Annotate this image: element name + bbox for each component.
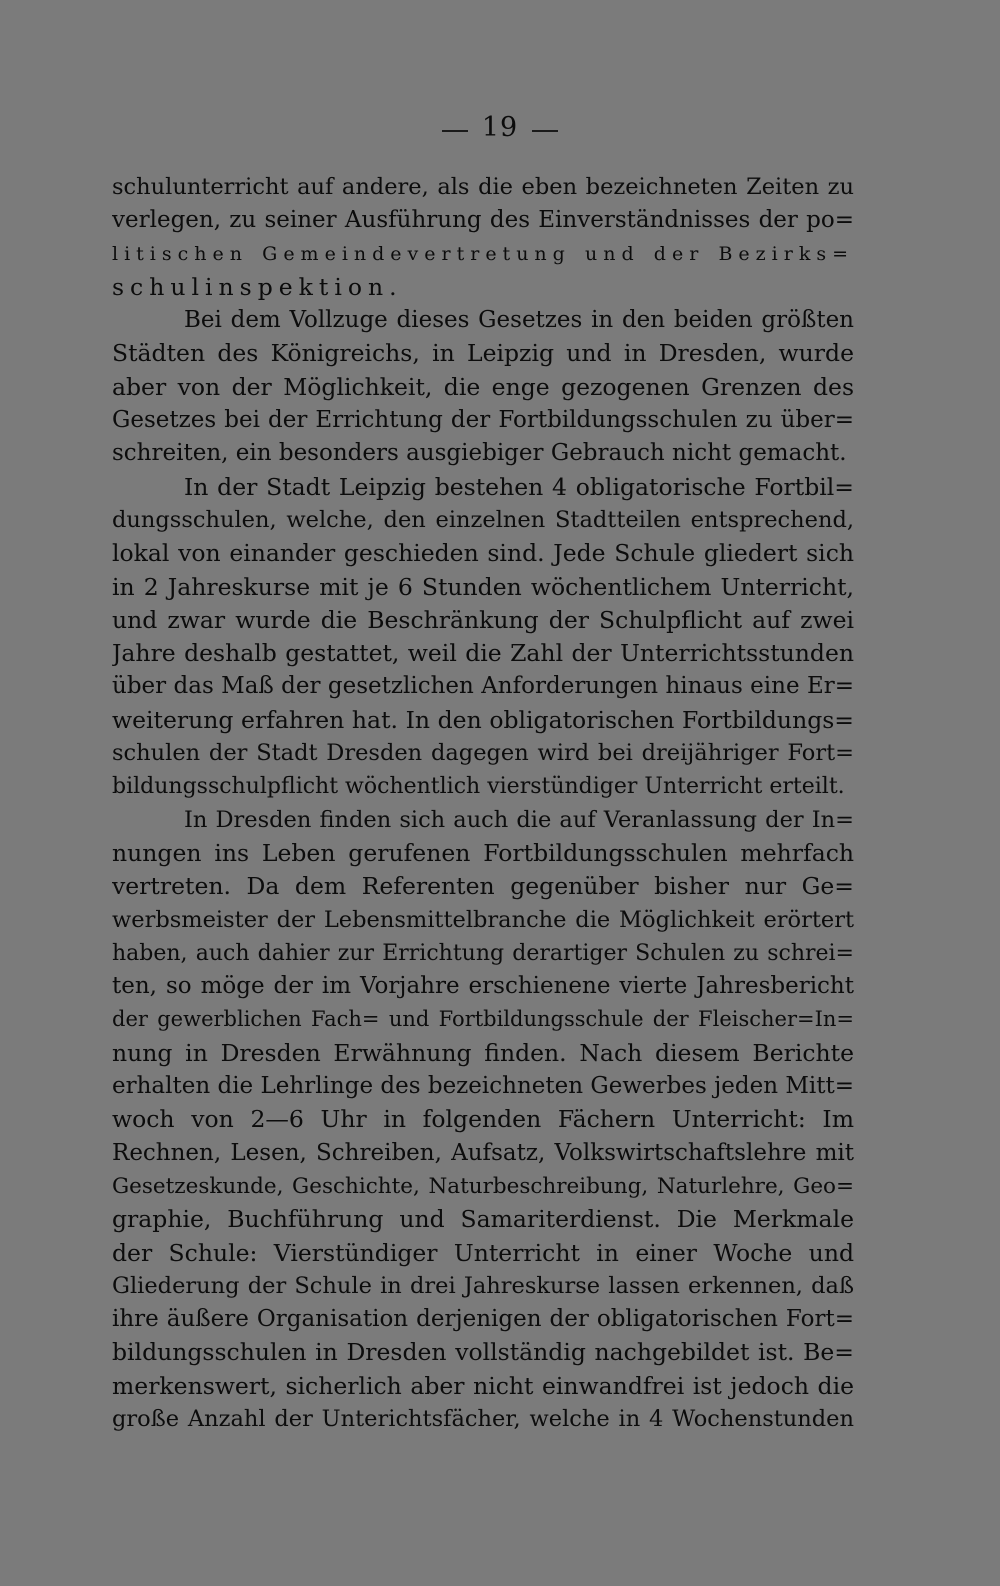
- text-line: dungsschulen, welche, den einzelnen Stadtteilen entsprechend,: [112, 506, 854, 533]
- text-line: Gliederung der Schule in drei Jahreskurse lassen erkennen, daß: [112, 1272, 854, 1299]
- text-line: in 2 Jahreskurse mit je 6 Stunden wöchentlichem Unterricht,: [112, 572, 854, 601]
- text-line: graphie, Buchführung und Samariterdienst. Die Merkmale: [112, 1205, 854, 1234]
- text-line: merkenswert, sicherlich aber nicht einwandfrei ist jedoch die: [112, 1371, 854, 1400]
- text-line: verlegen, zu seiner Ausführung des Einverständnisses der po=: [112, 207, 854, 234]
- text-line: ten, so möge der im Vorjahre erschienene vierte Jahresbericht: [112, 973, 854, 1000]
- text-line: Städten des Königreichs, in Leipzig und in Dresden, wurde: [112, 339, 854, 368]
- text-line: aber von der Möglichkeit, die enge gezogenen Grenzen des: [112, 372, 854, 401]
- text-line: haben, auch dahier zur Errichtung derartiger Schulen zu schrei=: [112, 940, 854, 966]
- text-line: nungen ins Leben gerufenen Fortbildungsschulen mehrfach: [112, 838, 854, 867]
- text-line: woch von 2—6 Uhr in folgenden Fächern Unterricht: Im: [112, 1105, 854, 1134]
- text-line: nung in Dresden Erwähnung finden. Nach diesem Berichte: [112, 1038, 854, 1067]
- text-line: litischen Gemeindevertretung und der Bezirks=: [112, 242, 854, 265]
- text-line: der Schule: Vierstündiger Unterricht in einer Woche und: [112, 1238, 854, 1267]
- page-number: 19: [481, 112, 519, 143]
- text-line: schulunterricht auf andere, als die eben bezeichneten Zeiten zu: [112, 174, 854, 200]
- text-line: Bei dem Vollzuge dieses Gesetzes in den beiden größten: [184, 307, 854, 334]
- text-line: weiterung erfahren hat. In den obligatorischen Fortbildungs=: [112, 705, 854, 734]
- text-line: lokal von einander geschieden sind. Jede Schule gliedert sich: [112, 539, 854, 568]
- text-line: ihre äußere Organisation derjenigen der obligatorischen Fort=: [112, 1306, 854, 1333]
- text-line: bildungsschulen in Dresden vollständig nachgebildet ist. Be=: [112, 1338, 854, 1367]
- header-dash-right: [532, 130, 558, 132]
- text-line: vertreten. Da dem Referenten gegenüber bisher nur Ge=: [112, 872, 854, 901]
- text-line: über das Maß der gesetzlichen Anforderungen hinaus eine Er=: [112, 673, 854, 700]
- header-dash-left: [442, 130, 468, 132]
- text-line: bildungsschulpflicht wöchentlich vierstündiger Unterricht erteilt.: [112, 774, 845, 800]
- text-line: und zwar wurde die Beschränkung der Schulpflicht auf zwei: [112, 605, 854, 634]
- text-line: Gesetzeskunde, Geschichte, Naturbeschreibung, Naturlehre, Geo=: [112, 1173, 854, 1199]
- body-text: [112, 171, 854, 1436]
- text-line: schulen der Stadt Dresden dagegen wird bei dreijähriger Fort=: [112, 740, 854, 767]
- text-line: Rechnen, Lesen, Schreiben, Aufsatz, Volkswirtschaftslehre mit: [112, 1139, 854, 1166]
- text-line: Gesetzes bei der Errichtung der Fortbildungsschulen zu über=: [112, 407, 854, 434]
- text-line: Jahre deshalb gestattet, weil die Zahl der Unterrichtsstunden: [112, 639, 854, 668]
- text-line: der gewerblichen Fach= und Fortbildungsschule der Fleischer=In=: [112, 1007, 854, 1032]
- page-header: [0, 112, 1000, 143]
- text-line: erhalten die Lehrlinge des bezeichneten Gewerbes jeden Mitt=: [112, 1073, 854, 1100]
- text-line: schreiten, ein besonders ausgiebiger Gebrauch nicht gemacht.: [112, 440, 847, 467]
- text-line: werbsmeister der Lebensmittelbranche die Möglichkeit erörtert: [112, 906, 854, 933]
- text-line: In Dresden finden sich auch die auf Veranlassung der In=: [184, 806, 854, 833]
- text-line: schulinspektion.: [112, 272, 403, 301]
- text-line: In der Stadt Leipzig bestehen 4 obligatorische Fortbil=: [184, 472, 854, 501]
- text-line: große Anzahl der Unterichtsfächer, welche in 4 Wochenstunden: [112, 1405, 854, 1432]
